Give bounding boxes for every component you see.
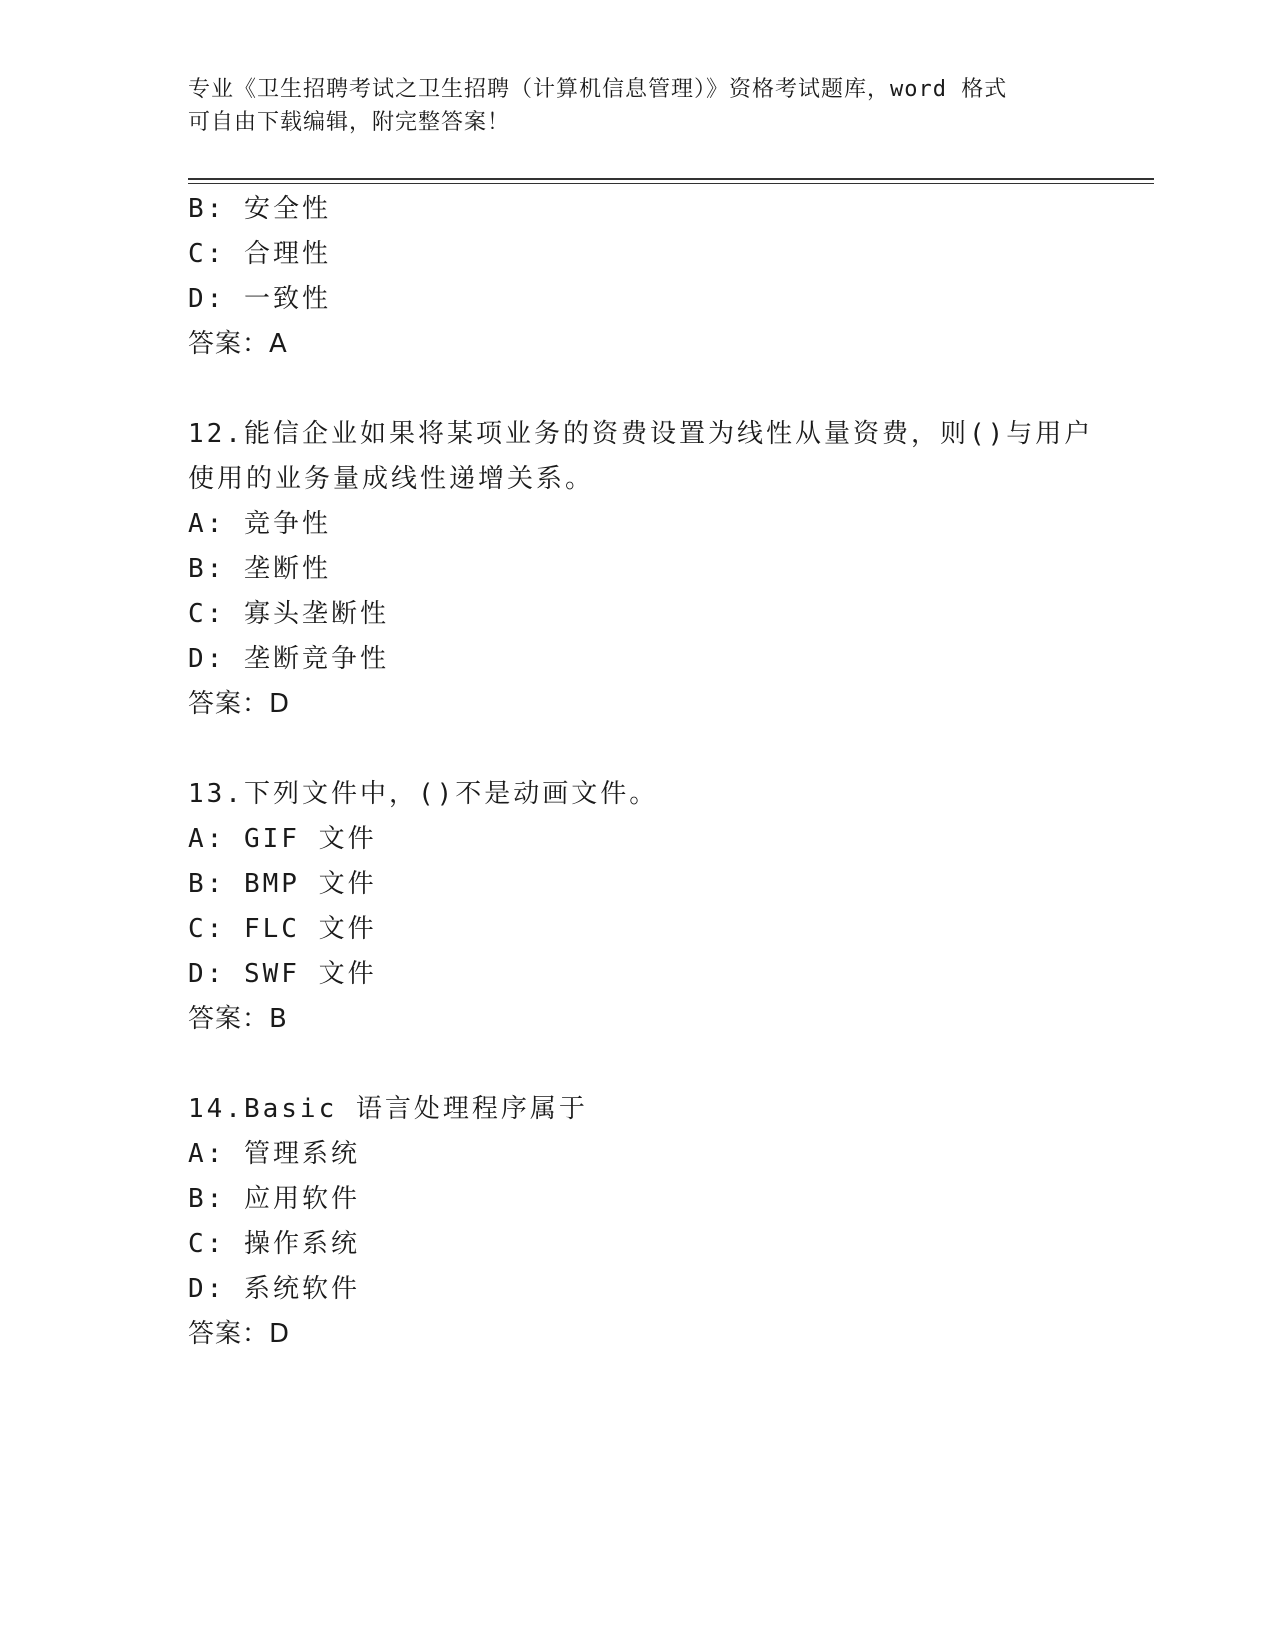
q11-option-b: B: 安全性 [188,194,331,224]
q12-option-a: A: 竞争性 [188,509,331,539]
q11-answer: 答案：A [188,329,288,359]
header-line-1: 专业《卫生招聘考试之卫生招聘（计算机信息管理）》资格考试题库，word 格式 [188,77,1008,102]
q13-option-b: B: BMP 文件 [188,869,377,899]
q11-option-d: D: 一致性 [188,284,331,314]
header-divider-thin [188,183,1154,184]
q12-option-c: C: 寡头垄断性 [188,599,389,629]
q14-stem: 14.Basic 语言处理程序属于 [188,1094,588,1124]
q14-option-a: A: 管理系统 [188,1139,360,1169]
q14-option-c: C: 操作系统 [188,1229,360,1259]
q12-option-b: B: 垄断性 [188,554,331,584]
header-divider-thick [188,178,1154,180]
q12-stem-line-2: 使用的业务量成线性递增关系。 [188,464,595,494]
q13-option-d: D: SWF 文件 [188,959,377,989]
q14-option-d: D: 系统软件 [188,1274,360,1304]
q14-answer: 答案：D [188,1319,291,1349]
q13-answer: 答案：B [188,1004,288,1034]
q12-stem-line-1: 12.能信企业如果将某项业务的资费设置为线性从量资费，则()与用户 [188,419,1094,449]
q13-stem: 13.下列文件中，()不是动画文件。 [188,779,659,809]
document-header [188,73,1088,139]
q11-option-c: C: 合理性 [188,239,331,269]
q14-option-b: B: 应用软件 [188,1184,360,1214]
header-line-2: 可自由下载编辑，附完整答案！ [188,110,511,135]
q13-option-c: C: FLC 文件 [188,914,377,944]
q12-option-d: D: 垄断竞争性 [188,644,389,674]
q13-option-a: A: GIF 文件 [188,824,377,854]
q12-answer: 答案：D [188,689,291,719]
